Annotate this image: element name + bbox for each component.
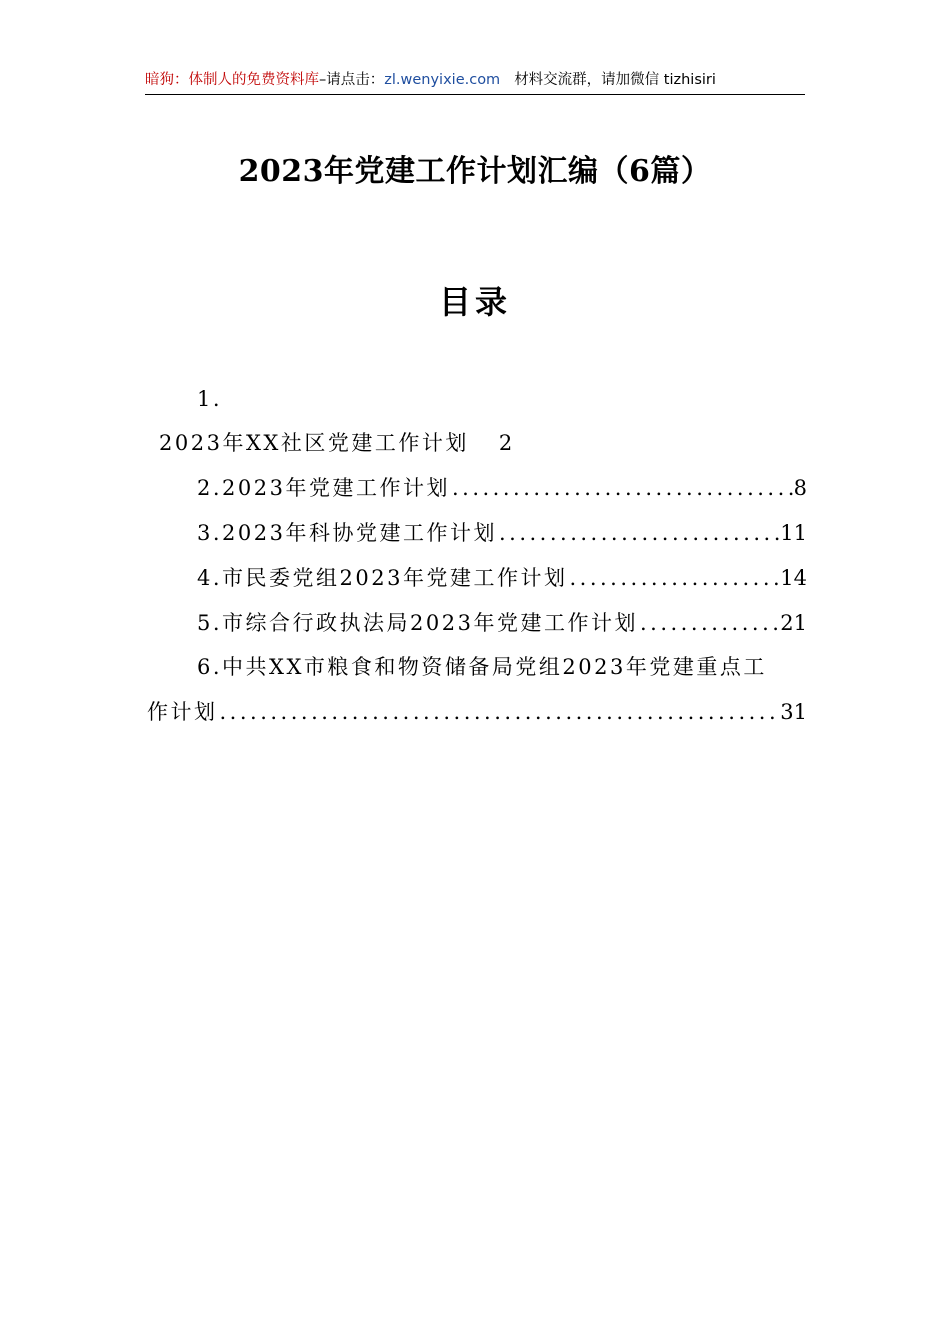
toc-leader [567,563,780,593]
toc-leader [450,473,794,503]
toc-item-page: 14 [780,566,807,590]
toc-item-4[interactable] [197,563,807,593]
toc-item-title: 4.市民委党组2023年党建工作计划 [197,566,568,590]
toc-item-title: 5.市综合行政执法局2023年党建工作计划 [197,611,638,635]
toc-item-1-number: 1. [197,387,223,411]
toc-item-title: 3.2023年科协党建工作计划 [197,521,497,545]
header-site-name: 暗狗：体制人的免费资料库 [145,72,319,88]
toc-item-page: 21 [780,611,807,635]
document-title: 2023年党建工作计划汇编（6篇） [238,154,712,189]
toc-item-3[interactable] [197,518,807,548]
toc-item-6-line2[interactable] [147,697,807,727]
toc-item-5[interactable] [197,608,807,638]
toc-leader [218,697,781,727]
toc-item-page: 31 [780,700,807,724]
toc-item-title: 2023年XX社区党建工作计划 [159,431,469,455]
toc-item-title: 2.2023年党建工作计划 [197,476,450,500]
header-wechat-note: 材料交流群，请加微信 tizhisiri [514,72,716,88]
toc-leader [497,518,780,548]
header-click-prompt: –请点击： [319,72,385,88]
header-link[interactable]: zl.wenyixie.com [384,72,501,88]
toc-leader [638,608,780,638]
toc-item-6-line1[interactable]: 6.中共XX市粮食和物资储备局党组2023年党建重点工 [197,655,767,679]
toc-item-page: 11 [780,521,807,545]
toc-heading: 目录 [438,283,511,321]
toc-item-2[interactable] [197,473,807,503]
toc-item-page: 2 [498,431,515,455]
toc-item-title: 作计划 [147,700,218,724]
page-header [145,66,805,95]
toc-item-page: 8 [793,476,807,500]
toc-item-1[interactable] [159,428,515,458]
